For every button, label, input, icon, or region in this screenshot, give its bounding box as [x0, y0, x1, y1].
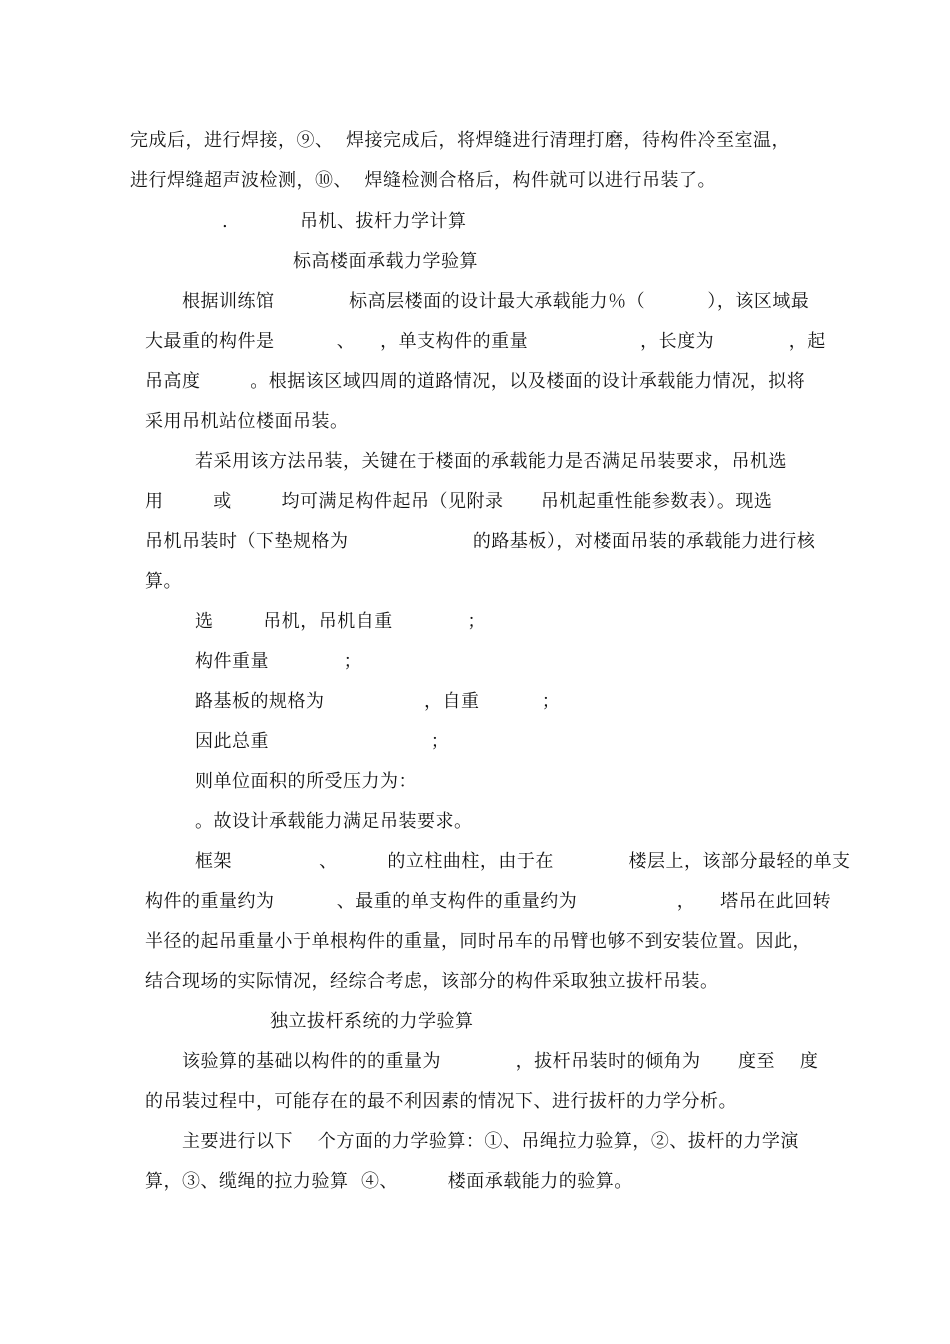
subsection-heading: 标高楼面承载力学验算 — [293, 251, 478, 272]
calc-line: 则单位面积的所受压力为： — [195, 771, 417, 792]
text-line: 构件的重量约为 、最重的单支构件的重量约为 ， 塔吊在此回转 — [145, 891, 832, 912]
text-line: 算。 — [145, 571, 182, 592]
subsection-heading: 独立拔杆系统的力学验算 — [270, 1011, 474, 1032]
text-line: 吊机吊装时（下垫规格为 的路基板），对楼面吊装的承载能力进行核 — [145, 531, 816, 552]
text-line: 大最重的构件是 、 ，单支构件的重量 ，长度为 ，起 — [145, 331, 826, 352]
text-line: 若采用该方法吊装，关键在于楼面的承载能力是否满足吊装要求，吊机选 — [195, 451, 787, 472]
text-line: 采用吊机站位楼面吊装。 — [145, 411, 349, 432]
calc-line: 因此总重 ； — [195, 731, 450, 752]
calc-line: 选 吊机，吊机自重 ； — [195, 611, 486, 632]
section-heading: 吊机、拔杆力学计算 — [300, 211, 467, 232]
calc-line: 路基板的规格为 ，自重 ； — [195, 691, 561, 712]
text-line: 框架 、 的立柱曲柱，由于在 楼层上，该部分最轻的单支 — [195, 851, 851, 872]
text-line: 用 或 均可满足构件起吊（见附录 吊机起重性能参数表）。现选 — [145, 491, 773, 512]
text-line: 根据训练馆 标高层楼面的设计最大承载能力％（ ），该区域最 — [182, 291, 810, 312]
text-line: 半径的起吊重量小于单根构件的重量，同时吊车的吊臂也够不到安装位置。因此， — [145, 931, 811, 952]
calc-line: 构件重量 ； — [195, 651, 363, 672]
text-line: 的吊装过程中，可能存在的最不利因素的情况下、进行拔杆的力学分析。 — [145, 1091, 737, 1112]
calc-line: 。故设计承载能力满足吊装要求。 — [195, 811, 473, 832]
text-line: 该验算的基础以构件的的重量为 ，拔杆吊装时的倾角为 度至 度 — [182, 1051, 819, 1072]
text-line: 进行焊缝超声波检测，⑩、 焊缝检测合格后，构件就可以进行吊装了。 — [130, 170, 716, 191]
heading-marker: . — [222, 211, 229, 232]
text-line: 算，③、缆绳的拉力验算 ④、 楼面承载能力的验算。 — [145, 1171, 633, 1192]
text-line: 完成后，进行焊接，⑨、 焊接完成后，将焊缝进行清理打磨，待构件冷至室温， — [130, 130, 790, 151]
text-line: 主要进行以下 个方面的力学验算：①、吊绳拉力验算，②、拔杆的力学演 — [182, 1131, 799, 1152]
text-line: 吊高度 。根据该区域四周的道路情况，以及楼面的设计承载能力情况，拟将 — [145, 371, 806, 392]
text-line: 结合现场的实际情况，经综合考虑，该部分的构件采取独立拔杆吊装。 — [145, 971, 719, 992]
